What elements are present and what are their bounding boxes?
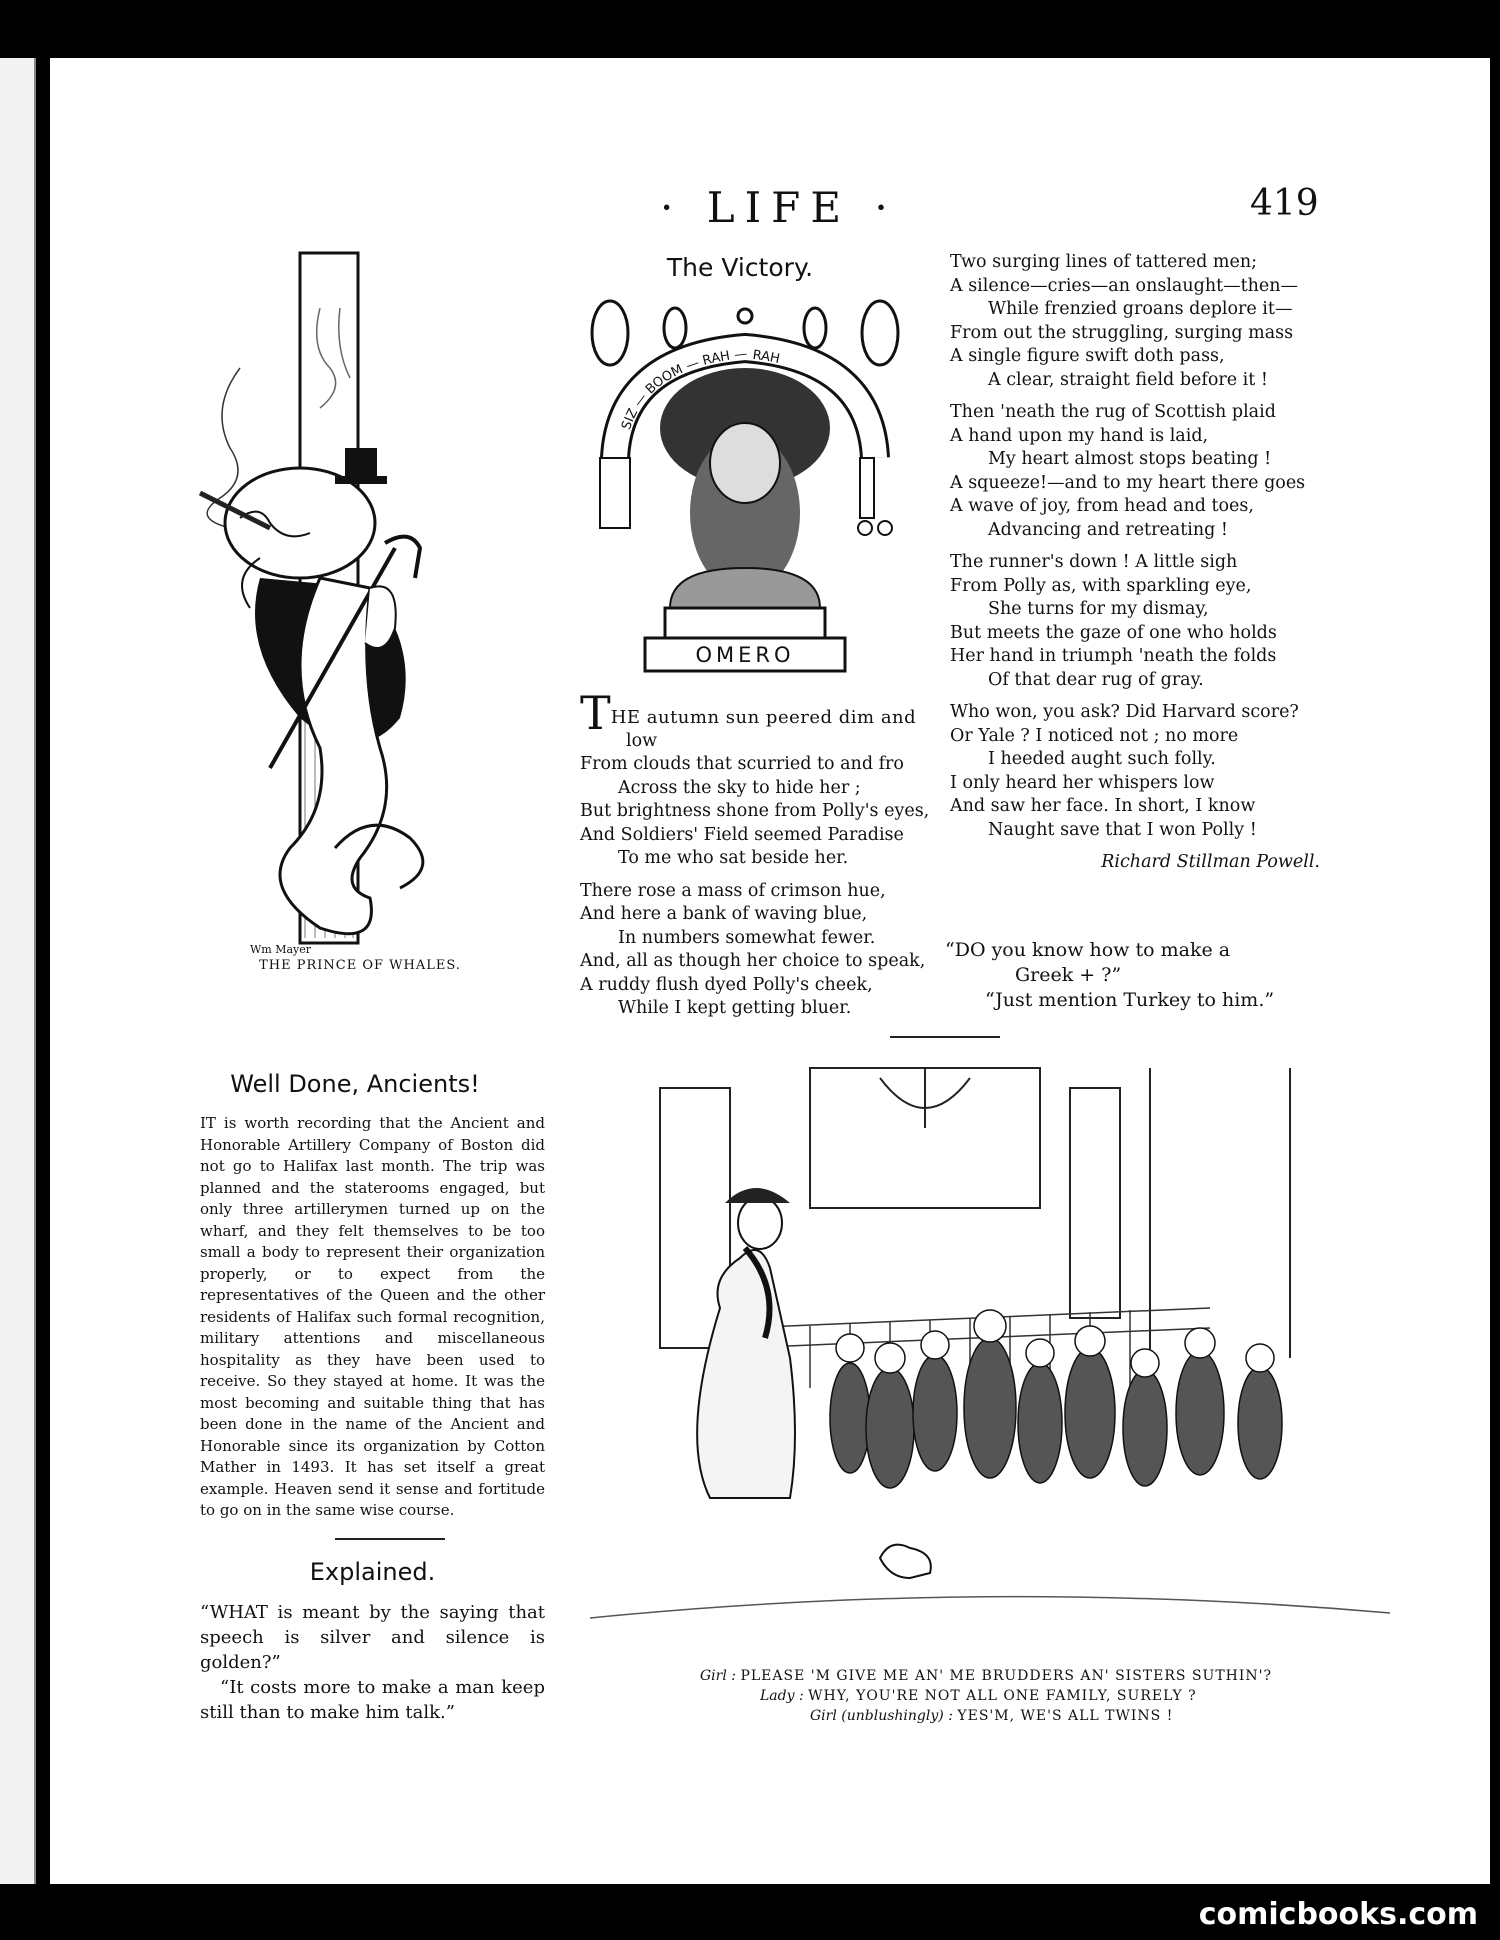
poem-line: From out the struggling, surging mass bbox=[950, 322, 1294, 343]
poem-line: low bbox=[626, 730, 658, 751]
greek-joke-line-1: “DO you know how to make a bbox=[945, 939, 1231, 961]
poem-line: A hand upon my hand is laid, bbox=[950, 425, 1209, 446]
divider bbox=[335, 1538, 445, 1540]
poem-line: Who won, you ask? Did Harvard score? bbox=[950, 702, 1299, 722]
poem-line: A silence—cries—an onslaught—then— bbox=[950, 275, 1299, 296]
magazine-page bbox=[50, 58, 1490, 1884]
poem-line: I only heard her whispers low bbox=[950, 772, 1215, 793]
poem-line: And, all as though her choice to speak, bbox=[580, 951, 926, 971]
victory-column-1 bbox=[580, 686, 940, 1030]
poem-line: HE autumn sun peered dim and bbox=[610, 707, 917, 728]
poem-line: My heart almost stops beating ! bbox=[988, 449, 1272, 469]
poem-line: A ruddy flush dyed Polly's cheek, bbox=[580, 974, 873, 995]
poem-line: Her hand in triumph 'neath the folds bbox=[950, 646, 1277, 666]
poem-line: Across the sky to hide her ; bbox=[618, 777, 861, 798]
stanza-1 bbox=[580, 686, 940, 871]
greek-joke-line-2: Greek + ?” bbox=[1015, 964, 1122, 986]
stanza-5 bbox=[950, 551, 1360, 692]
twins-cartoon-illustration bbox=[590, 1058, 1390, 1658]
poem-line: A clear, straight field before it ! bbox=[988, 369, 1268, 390]
stanza-4 bbox=[950, 401, 1360, 542]
stanza-2 bbox=[580, 880, 940, 1021]
line-text: WHY, YOU'RE NOT ALL ONE FAMILY, SURELY ? bbox=[808, 1688, 1197, 1704]
poem-line: There rose a mass of crimson hue, bbox=[580, 880, 886, 901]
bust-label: OMERO bbox=[695, 643, 795, 667]
explained-answer: “It costs more to make a man keep still than to make him talk.” bbox=[200, 1677, 545, 1723]
bust-banner-text: SIZ — BOOM — RAH — RAH bbox=[619, 346, 782, 432]
page-number: 419 bbox=[1250, 183, 1319, 224]
caption-line-1 bbox=[610, 1666, 1370, 1686]
cartoon-caption bbox=[610, 1666, 1370, 1726]
explained-question: “WHAT is meant by the saying that speech is silver and silence is golden?” bbox=[200, 1602, 545, 1673]
poem-line: A wave of joy, from head and toes, bbox=[950, 496, 1254, 516]
poem-line: But meets the gaze of one who holds bbox=[950, 622, 1277, 643]
divider bbox=[890, 1036, 1000, 1038]
poem-line: Of that dear rug of gray. bbox=[988, 669, 1204, 690]
stanza-6 bbox=[950, 701, 1360, 842]
poem-line: But brightness shone from Polly's eyes, bbox=[580, 801, 930, 821]
speaker-girl-unblushingly: Girl (unblushingly) : bbox=[810, 1708, 953, 1724]
poem-line: While I kept getting bluer. bbox=[618, 998, 852, 1018]
poem-line: A squeeze!—and to my heart there goes bbox=[950, 472, 1306, 493]
victory-column-2 bbox=[950, 251, 1360, 875]
speaker-girl: Girl : bbox=[700, 1668, 736, 1684]
prince-of-whales-illustration bbox=[170, 248, 490, 998]
greek-joke bbox=[945, 938, 1365, 1013]
poem-line: And here a bank of waving blue, bbox=[580, 904, 868, 924]
stanza-3 bbox=[950, 251, 1360, 392]
caption-line-2 bbox=[610, 1686, 1370, 1706]
line-text: PLEASE 'M GIVE ME AN' ME BRUDDERS AN' SISTERS SUTHIN'? bbox=[740, 1668, 1273, 1684]
poem-line: Two surging lines of tattered men; bbox=[950, 252, 1258, 272]
poem-line: From clouds that scurried to and fro bbox=[580, 754, 904, 774]
poem-line: In numbers somewhat fewer. bbox=[618, 927, 876, 948]
poem-line: Advancing and retreating ! bbox=[988, 519, 1228, 540]
poem-line: And saw her face. In short, I know bbox=[950, 796, 1256, 816]
poem-line: A single figure swift doth pass, bbox=[950, 346, 1225, 366]
poem-line: From Polly as, with sparkling eye, bbox=[950, 575, 1252, 596]
caption-line-3 bbox=[610, 1706, 1370, 1726]
whale-caption: THE PRINCE OF WHALES. bbox=[259, 958, 461, 973]
explained-text bbox=[200, 1600, 545, 1725]
poem-line: Naught save that I won Polly ! bbox=[988, 819, 1257, 840]
victory-title: The Victory. bbox=[666, 253, 814, 282]
poem-line: While frenzied groans deplore it— bbox=[988, 299, 1293, 319]
artist-signature: Wm Mayer bbox=[250, 943, 312, 956]
speaker-lady: Lady : bbox=[760, 1688, 804, 1704]
poem-line: The runner's down ! A little sigh bbox=[950, 552, 1238, 572]
poem-line: I heeded aught such folly. bbox=[988, 749, 1216, 769]
site-watermark: comicbooks.com bbox=[1198, 1897, 1478, 1932]
line-text: YES'M, WE'S ALL TWINS ! bbox=[957, 1708, 1174, 1724]
poem-signature: Richard Stillman Powell. bbox=[1101, 852, 1320, 872]
dropcap-t: T bbox=[580, 686, 611, 740]
poem-line: She turns for my dismay, bbox=[988, 599, 1209, 619]
ancients-title: Well Done, Ancients! bbox=[230, 1070, 480, 1098]
poem-line: Or Yale ? I noticed not ; no more bbox=[950, 725, 1239, 746]
explained-title: Explained. bbox=[309, 1558, 436, 1586]
greek-joke-line-3: “Just mention Turkey to him.” bbox=[985, 989, 1275, 1011]
poem-line: To me who sat beside her. bbox=[618, 848, 849, 868]
masthead-title: · LIFE · bbox=[660, 183, 898, 232]
poem-line: Then 'neath the rug of Scottish plaid bbox=[950, 402, 1276, 422]
poem-line: And Soldiers' Field seemed Paradise bbox=[580, 824, 904, 845]
previous-page-edge bbox=[0, 58, 36, 1884]
ancients-article: IT is worth recording that the Ancient and Honorable Artillery Company of Boston did not go to Halifax last month. The trip was planned and the staterooms engaged, but only three artillerymen turned up on the wharf, and they felt themselves to be too small a body to represent their organization properly, or to expect from the representatives of the Queen and the other residents of Halifax such formal recognition, military attentions and miscellaneous hospitality as they have been used to receive. So they stayed at home. It was the most becoming and suitable thing that has been done in the name of the Ancient and Honorable since its organization by Cotton Mather in 1493. It has set itself a great example. Heaven send it sense and fortitude to go on in the same wise course. bbox=[200, 1114, 545, 1519]
omero-bust-illustration bbox=[580, 298, 910, 693]
